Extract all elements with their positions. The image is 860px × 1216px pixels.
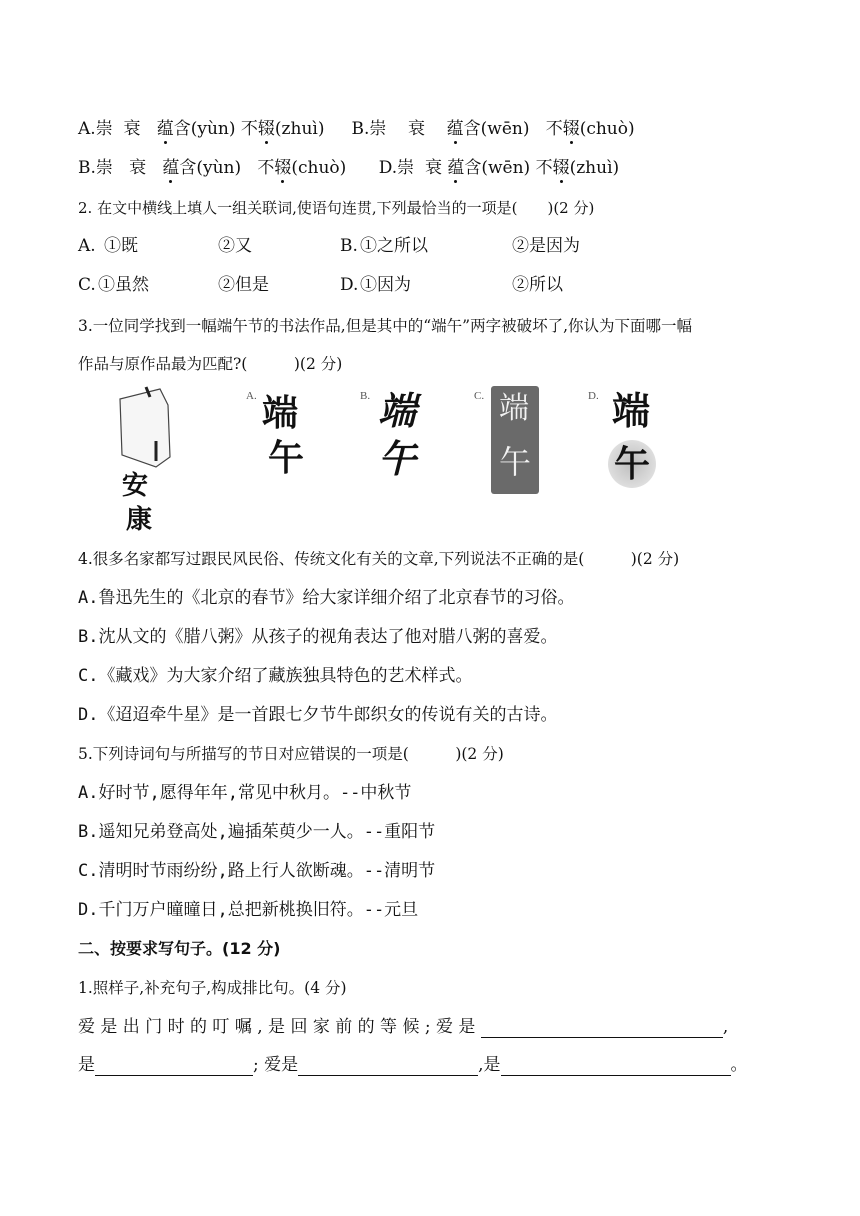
option-text: ②是因为 <box>512 236 580 256</box>
pinyin: (wēn) <box>480 119 530 139</box>
dotted-char: 蕴 <box>156 119 174 139</box>
char: 衰 <box>129 158 147 178</box>
q3-stem-line-2: 作品与原作品最为匹配?( )(2 分) <box>78 355 343 373</box>
q1-option-row-2 <box>78 157 619 179</box>
calligraphy-char: 端 <box>499 391 529 426</box>
option-text: ①虽然 <box>98 275 149 295</box>
punctuation: 。 <box>730 1055 748 1075</box>
calligraphy-option-label: C. <box>474 390 485 402</box>
calligraphy-char: 端 <box>378 388 417 433</box>
option-label: A. <box>78 119 96 139</box>
dotted-char: 辍 <box>552 158 570 178</box>
char: 含 <box>173 119 191 139</box>
pinyin: (chuò) <box>291 158 347 178</box>
char: 不 <box>240 119 258 139</box>
char: 含 <box>464 158 482 178</box>
calligraphy-option-label: A. <box>246 390 257 402</box>
q5-option-d: D.千门万户曈曈日,总把新桃换旧符。--元旦 <box>78 900 419 920</box>
option-text: ②又 <box>218 236 252 256</box>
option-label: D. <box>378 158 398 178</box>
section-2-q1-stem: 1.照样子,补充句子,构成排比句。(4 分) <box>78 979 347 997</box>
option-text: ②但是 <box>218 275 269 295</box>
char: 崇 <box>397 158 415 178</box>
q4-option-c: C.《藏戏》为大家介绍了藏族独具特色的艺术样式。 <box>78 666 473 686</box>
calligraphy-char: 端 <box>612 388 651 433</box>
calligraphy-char: 午 <box>268 437 305 479</box>
calligraphy-char: 午 <box>378 436 417 481</box>
pinyin: (yùn) <box>196 158 242 178</box>
calligraphy-option-label: B. <box>360 390 371 402</box>
dotted-char: 蕴 <box>446 119 464 139</box>
q5-stem: 5.下列诗词句与所描写的节日对应错误的一项是( )(2 分) <box>78 745 504 763</box>
dotted-char: 辍 <box>562 119 580 139</box>
q1-option-row-1 <box>78 118 635 140</box>
option-label: C. <box>78 275 96 295</box>
calligraphy-char: 午 <box>614 443 651 485</box>
pinyin: (zhuì) <box>274 119 325 139</box>
dotted-char: 辍 <box>274 158 292 178</box>
answer-blank-1[interactable] <box>481 1019 723 1038</box>
section-2-title: 二、按要求写句子。(12 分) <box>78 939 281 958</box>
pinyin: (zhuì) <box>569 158 620 178</box>
pinyin: (yùn) <box>190 119 236 139</box>
dotted-char: 蕴 <box>162 158 180 178</box>
answer-blank-2[interactable] <box>95 1057 253 1076</box>
option-label: A. <box>78 236 96 256</box>
calligraphy-option-label: D. <box>588 390 599 402</box>
sentence-part: ; 爱是 <box>253 1055 299 1075</box>
q5-option-c: C.清明时节雨纷纷,路上行人欲断魂。--清明节 <box>78 861 436 881</box>
char: 崇 <box>95 158 113 178</box>
q2-stem: 2. 在文中横线上填人一组关联词,使语句连贯,下列最恰当的一项是( )(2 分) <box>78 199 595 217</box>
q4-option-d: D.《迢迢牵牛星》是一首跟七夕节牛郎织女的传说有关的古诗。 <box>78 705 558 725</box>
dotted-char: 蕴 <box>447 158 465 178</box>
option-text: ①之所以 <box>360 236 428 256</box>
q4-stem: 4.很多名家都写过跟民风民俗、传统文化有关的文章,下列说法不正确的是( )(2 分) <box>78 550 680 568</box>
sentence-part: ,是 <box>478 1055 501 1075</box>
char: 崇 <box>95 119 113 139</box>
q5-option-b: B.遥知兄弟登高处,遍插茱萸少一人。--重阳节 <box>78 822 436 842</box>
answer-blank-3[interactable] <box>298 1057 478 1076</box>
q3-stem-line-1: 3.一位同学找到一幅端午节的书法作品,但是其中的“端午”两字被破坏了,你认为下面哪一幅 <box>78 317 692 335</box>
char: 不 <box>535 158 553 178</box>
char: 含 <box>463 119 481 139</box>
original-calligraphy <box>112 385 182 545</box>
option-label: B. <box>340 236 358 256</box>
calligraphy-char: 康 <box>126 505 153 535</box>
char: 不 <box>257 158 275 178</box>
pinyin: (chuò) <box>579 119 635 139</box>
char: 崇 <box>369 119 387 139</box>
q5-option-a: A.好时节,愿得年年,常见中秋月。--中秋节 <box>78 783 412 803</box>
char: 衰 <box>123 119 141 139</box>
option-label: B. <box>78 158 96 178</box>
answer-blank-4[interactable] <box>501 1057 731 1076</box>
dotted-char: 辍 <box>257 119 275 139</box>
char: 衰 <box>424 158 442 178</box>
option-text: ②所以 <box>512 275 563 295</box>
calligraphy-char: 午 <box>499 443 532 481</box>
option-text: ①因为 <box>360 275 411 295</box>
q4-option-a: A.鲁迅先生的《北京的春节》给大家详细介绍了北京春节的习俗。 <box>78 588 575 608</box>
pinyin: (wēn) <box>481 158 531 178</box>
option-label: B. <box>351 119 370 139</box>
example-sentence: 爱 是 出 门 时 的 叮 嘱 , 是 回 家 前 的 等 候 ; 爱 是 <box>78 1017 476 1037</box>
char: 不 <box>545 119 563 139</box>
option-text: ①既 <box>104 236 138 256</box>
fill-line-1 <box>78 1016 728 1038</box>
option-label: D. <box>340 275 359 295</box>
calligraphy-char: 安 <box>122 471 149 501</box>
punctuation: , <box>722 1017 729 1037</box>
fill-line-2 <box>78 1054 748 1076</box>
char: 含 <box>179 158 197 178</box>
q4-option-b: B.沈从文的《腊八粥》从孩子的视角表达了他对腊八粥的喜爱。 <box>78 627 558 647</box>
sentence-part: 是 <box>78 1055 95 1075</box>
char: 衰 <box>408 119 426 139</box>
calligraphy-char: 端 <box>262 392 299 434</box>
